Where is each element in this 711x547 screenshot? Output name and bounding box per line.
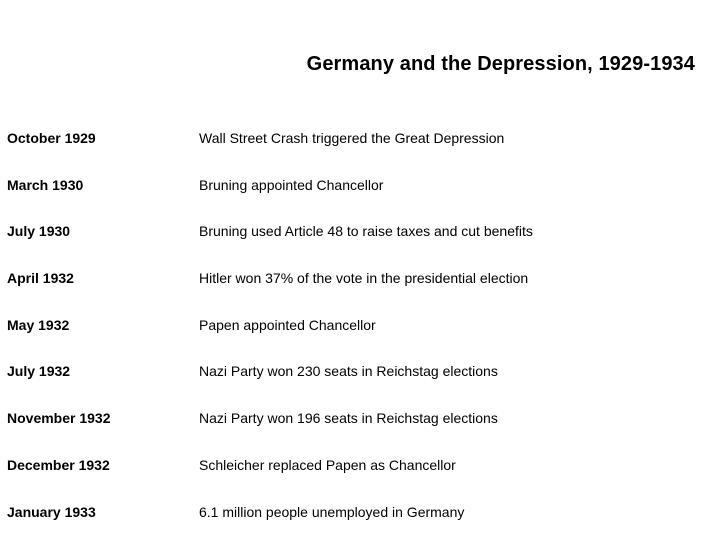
timeline-row [7,407,697,454]
event-description: Nazi Party won 196 seats in Reichstag elections [199,407,498,429]
event-description: Hitler won 37% of the vote in the presidential election [199,267,528,289]
timeline-row [7,314,697,361]
event-description: 6.1 million people unemployed in Germany [199,501,464,523]
event-date: July 1932 [7,360,70,382]
timeline-row [7,454,697,501]
timeline-row [7,267,697,314]
event-date: October 1929 [7,127,96,149]
event-description: Schleicher replaced Papen as Chancellor [199,454,456,476]
event-date: March 1930 [7,174,83,196]
event-description: Papen appointed Chancellor [199,314,376,336]
event-date: April 1932 [7,267,74,289]
timeline-row [7,360,697,407]
event-description: Bruning used Article 48 to raise taxes and cut benefits [199,220,533,242]
event-date: December 1932 [7,454,110,476]
timeline-row [7,220,697,267]
event-date: July 1930 [7,220,70,242]
event-date: November 1932 [7,407,111,429]
event-description: Wall Street Crash triggered the Great Depression [199,127,504,149]
event-description: Nazi Party won 230 seats in Reichstag elections [199,360,498,382]
event-date: January 1933 [7,501,96,523]
timeline-row [7,127,697,174]
timeline-row [7,501,697,547]
timeline-row [7,174,697,221]
page-title: Germany and the Depression, 1929-1934 [307,53,695,76]
timeline-table [7,127,697,547]
event-date: May 1932 [7,314,69,336]
event-description: Bruning appointed Chancellor [199,174,383,196]
